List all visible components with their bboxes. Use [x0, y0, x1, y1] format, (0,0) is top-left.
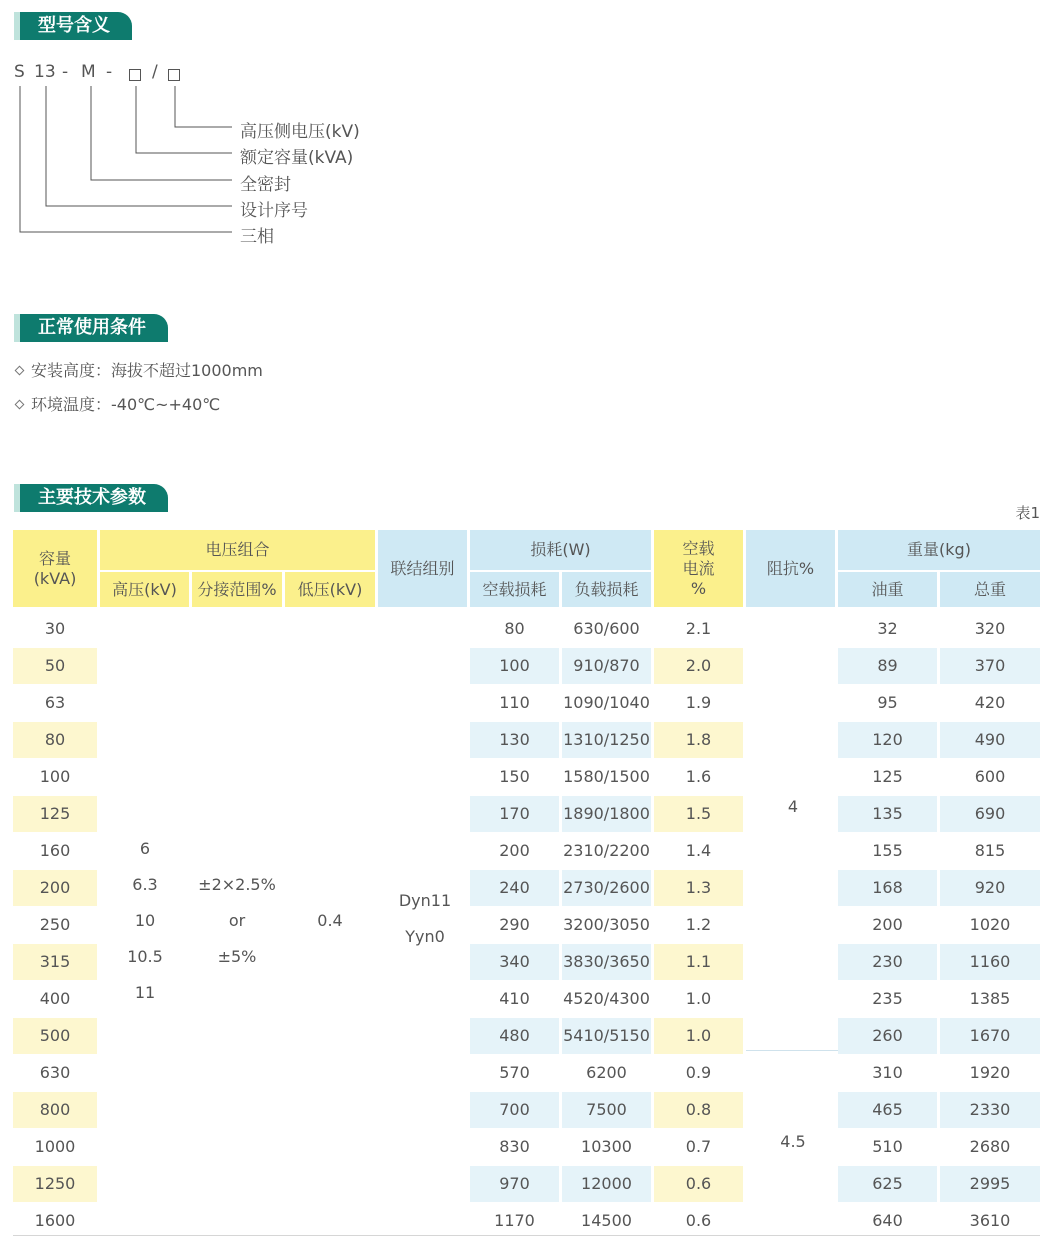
- section-title-text: 正常使用条件: [38, 317, 146, 338]
- condition-text: 安装高度：海拔不超过1000mm: [31, 361, 263, 380]
- cell-load-loss: 7500: [586, 1100, 627, 1119]
- condition-temperature: [14, 392, 220, 415]
- cell-noload-loss: 100: [499, 656, 530, 675]
- cell-noload-current: 0.8: [685, 1100, 712, 1119]
- tap-range-value: ±5%: [217, 947, 257, 966]
- section-title-text: 主要技术参数: [38, 487, 146, 508]
- header-weight: 重量(kg): [838, 530, 1040, 570]
- cell-load-loss: 10300: [581, 1137, 632, 1156]
- connection-value: Dyn11: [398, 891, 452, 910]
- cell-noload-loss: 150: [499, 767, 530, 786]
- cell-capacity: 500: [39, 1026, 71, 1045]
- cell-noload-current: 0.7: [685, 1137, 712, 1156]
- cell-noload-current: 1.0: [685, 1026, 712, 1045]
- tap-range-value: ±2×2.5%: [198, 875, 276, 894]
- cell-noload-loss: 80: [504, 619, 525, 638]
- cell-total-weight: 2995: [969, 1174, 1011, 1193]
- header-tap-range: 分接范围%: [192, 572, 282, 607]
- diamond-bullet-icon: [15, 400, 25, 410]
- cell-load-loss: 5410/5150: [563, 1026, 650, 1045]
- cell-noload-current: 2.1: [685, 619, 712, 638]
- header-voltage-group: 电压组合: [100, 530, 375, 570]
- cell-noload-loss: 570: [499, 1063, 530, 1082]
- header-noload-loss: 空载损耗: [470, 572, 559, 607]
- legend-fully-sealed: 全密封: [240, 175, 291, 195]
- hv-value: 10.5: [127, 947, 163, 966]
- cell-total-weight: 920: [974, 878, 1006, 897]
- legend-three-phase: 三相: [240, 227, 274, 247]
- impedance-value-4: 4: [787, 797, 799, 816]
- connection-value: Yyn0: [405, 927, 445, 946]
- cell-noload-current: 1.6: [685, 767, 712, 786]
- impedance-value-4-5: 4.5: [780, 1132, 806, 1151]
- diamond-bullet-icon: [15, 366, 25, 376]
- cell-noload-current: 1.4: [685, 841, 712, 860]
- section-title-main-params: [14, 484, 168, 512]
- cell-oil-weight: 640: [872, 1211, 903, 1230]
- header-hv: 高压(kV): [100, 572, 189, 607]
- cell-noload-current: 1.9: [685, 693, 712, 712]
- cell-total-weight: 3610: [969, 1211, 1011, 1230]
- cell-capacity: 50: [44, 656, 66, 675]
- cell-oil-weight: 32: [877, 619, 898, 638]
- model-code-slash: /: [152, 62, 158, 82]
- cell-noload-loss: 110: [499, 693, 530, 712]
- header-load-loss: 负载损耗: [562, 572, 651, 607]
- cell-noload-loss: 970: [499, 1174, 530, 1193]
- cell-total-weight: 600: [974, 767, 1006, 786]
- cell-noload-loss: 1170: [494, 1211, 535, 1230]
- cell-load-loss: 6200: [586, 1063, 627, 1082]
- cell-noload-loss: 290: [499, 915, 530, 934]
- cell-load-loss: 1090/1040: [563, 693, 650, 712]
- cell-total-weight: 1160: [969, 952, 1011, 971]
- cell-total-weight: 320: [974, 619, 1006, 638]
- cell-load-loss: 910/870: [573, 656, 640, 675]
- cell-total-weight: 2330: [969, 1100, 1011, 1119]
- cell-load-loss: 12000: [581, 1174, 632, 1193]
- cell-noload-loss: 410: [499, 989, 530, 1008]
- header-noload-current: 空载 电流 %: [654, 530, 743, 607]
- cell-load-loss: 630/600: [573, 619, 640, 638]
- cell-oil-weight: 155: [872, 841, 903, 860]
- cell-noload-current: 1.3: [685, 878, 712, 897]
- cell-oil-weight: 625: [872, 1174, 903, 1193]
- cell-noload-current: 0.6: [685, 1211, 712, 1230]
- cell-noload-loss: 200: [499, 841, 530, 860]
- model-code-s: S: [14, 62, 25, 82]
- header-connection: 联结组别: [378, 530, 467, 607]
- cell-load-loss: 1580/1500: [563, 767, 650, 786]
- cell-capacity: 63: [44, 693, 66, 712]
- header-capacity: 容量 (kVA): [13, 530, 97, 607]
- cell-total-weight: 490: [974, 730, 1006, 749]
- hv-value: 11: [134, 983, 156, 1002]
- cell-total-weight: 1020: [969, 915, 1011, 934]
- model-code-dash: -: [62, 62, 69, 82]
- cell-oil-weight: 260: [872, 1026, 903, 1045]
- hv-value: 6: [139, 839, 151, 858]
- cell-oil-weight: 510: [872, 1137, 903, 1156]
- condition-altitude: [14, 358, 263, 381]
- cell-capacity: 1000: [34, 1137, 76, 1156]
- cell-capacity: 200: [39, 878, 71, 897]
- cell-oil-weight: 465: [872, 1100, 903, 1119]
- header-total-weight: 总重: [940, 572, 1040, 607]
- cell-total-weight: 420: [974, 693, 1006, 712]
- section-title-text: 型号含义: [38, 15, 110, 36]
- legend-design-series: 设计序号: [240, 201, 308, 221]
- cell-load-loss: 3830/3650: [563, 952, 650, 971]
- cell-oil-weight: 235: [872, 989, 903, 1008]
- lv-value: 0.4: [317, 911, 343, 930]
- cell-oil-weight: 310: [872, 1063, 903, 1082]
- cell-capacity: 400: [39, 989, 71, 1008]
- cell-capacity: 1250: [34, 1174, 76, 1193]
- cell-noload-loss: 830: [499, 1137, 530, 1156]
- cell-oil-weight: 230: [872, 952, 903, 971]
- cell-oil-weight: 89: [877, 656, 898, 675]
- cell-load-loss: 2730/2600: [563, 878, 650, 897]
- cell-total-weight: 370: [974, 656, 1006, 675]
- cell-oil-weight: 135: [872, 804, 903, 823]
- cell-noload-current: 1.8: [685, 730, 712, 749]
- cell-noload-current: 1.2: [685, 915, 712, 934]
- legend-hv-voltage: 高压侧电压(kV): [240, 122, 360, 142]
- condition-text: 环境温度：-40℃~+40℃: [31, 395, 221, 414]
- cell-oil-weight: 168: [872, 878, 903, 897]
- cell-noload-loss: 240: [499, 878, 530, 897]
- cell-noload-current: 1.0: [685, 989, 712, 1008]
- cell-capacity: 30: [44, 619, 66, 638]
- cell-noload-current: 2.0: [685, 656, 712, 675]
- cell-total-weight: 2680: [969, 1137, 1011, 1156]
- header-impedance: 阻抗%: [746, 530, 835, 607]
- header-lv: 低压(kV): [285, 572, 375, 607]
- cell-total-weight: 1920: [969, 1063, 1011, 1082]
- table-bottom-rule: [13, 1235, 1040, 1236]
- cell-noload-loss: 170: [499, 804, 530, 823]
- legend-rated-capacity: 额定容量(kVA): [240, 148, 354, 168]
- hv-value: 6.3: [132, 875, 158, 894]
- header-loss: 损耗(W): [470, 530, 651, 570]
- cell-capacity: 250: [39, 915, 71, 934]
- cell-load-loss: 4520/4300: [563, 989, 650, 1008]
- cell-total-weight: 815: [974, 841, 1006, 860]
- cell-capacity: 80: [44, 730, 66, 749]
- tap-range-value: or: [228, 911, 246, 930]
- cell-capacity: 315: [39, 952, 71, 971]
- cell-noload-current: 0.6: [685, 1174, 712, 1193]
- cell-oil-weight: 120: [872, 730, 903, 749]
- cell-noload-loss: 130: [499, 730, 530, 749]
- model-code-series: 13: [34, 62, 56, 82]
- header-oil-weight: 油重: [838, 572, 937, 607]
- cell-total-weight: 1385: [969, 989, 1011, 1008]
- cell-capacity: 160: [39, 841, 71, 860]
- cell-noload-current: 1.1: [685, 952, 712, 971]
- table-number: 表1: [1015, 504, 1040, 522]
- cell-capacity: 800: [39, 1100, 71, 1119]
- cell-noload-current: 1.5: [685, 804, 712, 823]
- cell-noload-loss: 480: [499, 1026, 530, 1045]
- impedance-divider: [746, 1050, 838, 1051]
- model-code-dash: -: [106, 62, 113, 82]
- cell-noload-loss: 700: [499, 1100, 530, 1119]
- cell-load-loss: 2310/2200: [563, 841, 650, 860]
- model-code-m: M: [81, 62, 96, 82]
- cell-noload-current: 0.9: [685, 1063, 712, 1082]
- cell-load-loss: 3200/3050: [563, 915, 650, 934]
- cell-capacity: 100: [39, 767, 71, 786]
- hv-value: 10: [134, 911, 156, 930]
- section-title-normal-conditions: [14, 314, 168, 342]
- cell-capacity: 630: [39, 1063, 71, 1082]
- cell-noload-loss: 340: [499, 952, 530, 971]
- cell-load-loss: 1890/1800: [563, 804, 650, 823]
- cell-oil-weight: 125: [872, 767, 903, 786]
- cell-load-loss: 14500: [581, 1211, 632, 1230]
- cell-oil-weight: 95: [877, 693, 898, 712]
- cell-total-weight: 690: [974, 804, 1006, 823]
- cell-load-loss: 1310/1250: [563, 730, 650, 749]
- cell-capacity: 125: [39, 804, 71, 823]
- cell-capacity: 1600: [34, 1211, 76, 1230]
- cell-oil-weight: 200: [872, 915, 903, 934]
- cell-total-weight: 1670: [969, 1026, 1011, 1045]
